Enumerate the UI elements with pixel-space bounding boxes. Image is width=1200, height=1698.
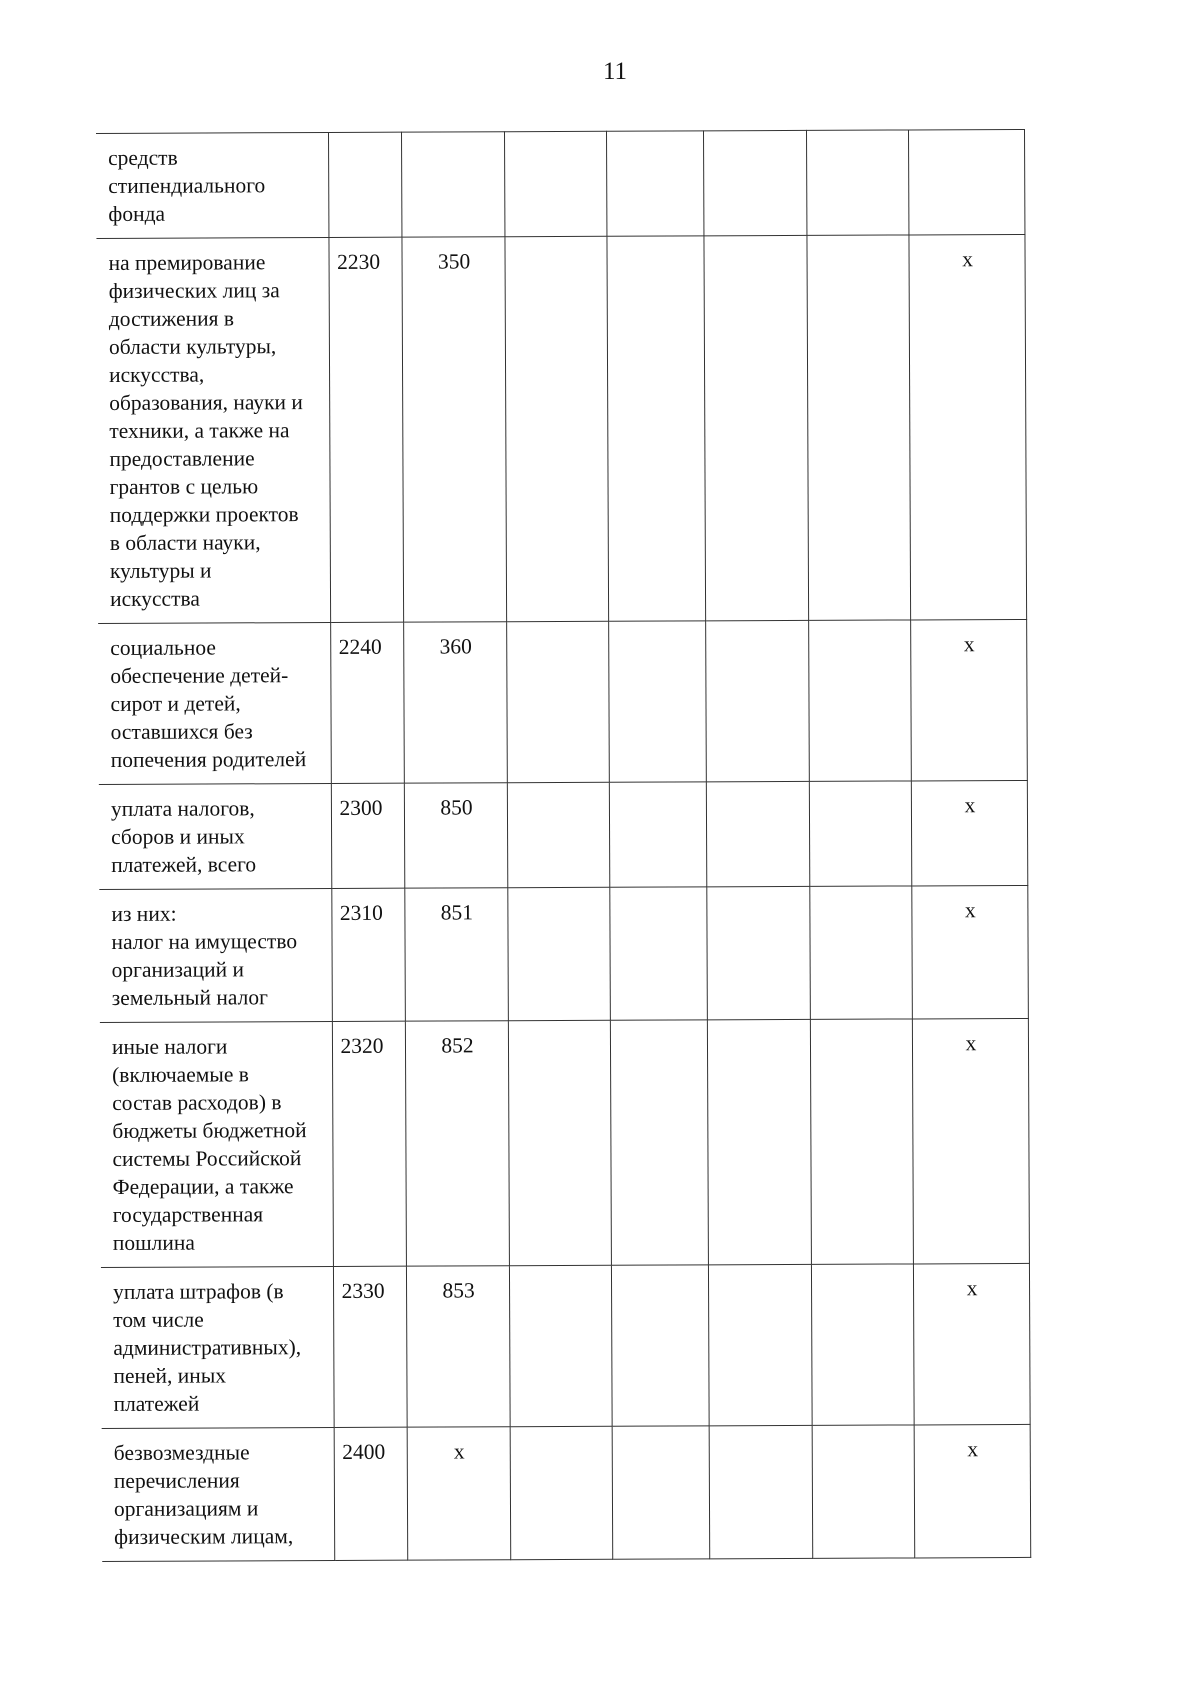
row-kbk: х bbox=[407, 1427, 511, 1560]
empty-cell bbox=[705, 620, 809, 781]
table-row bbox=[99, 780, 1027, 889]
empty-cell bbox=[504, 131, 606, 236]
table-row bbox=[100, 1018, 1029, 1267]
row-code: 2310 bbox=[331, 888, 405, 1021]
empty-cell bbox=[806, 130, 908, 235]
row-label: уплата налогов, сборов и иных платежей, всего bbox=[99, 783, 331, 889]
row-label: из них: налог на имущество организаций и земельный налог bbox=[99, 888, 332, 1022]
empty-cell bbox=[706, 886, 810, 1019]
row-kbk: 360 bbox=[403, 622, 507, 783]
empty-cell bbox=[609, 887, 707, 1020]
empty-cell bbox=[606, 236, 705, 621]
empty-cell bbox=[810, 1019, 913, 1264]
empty-cell bbox=[709, 1425, 813, 1558]
table-row bbox=[101, 1263, 1030, 1428]
empty-cell bbox=[610, 1020, 708, 1265]
row-label: социальное обеспечение детей- сирот и детей, оставшихся без попечения родителей bbox=[98, 622, 331, 784]
row-kbk: 350 bbox=[401, 237, 506, 622]
row-label: на премирование физических лиц за достижения в области культуры, искусства, образования, науки и техники, а также на предоставление грантов с целью поддержки проектов в области науки, культуры и искусства bbox=[96, 237, 330, 623]
empty-cell bbox=[812, 1425, 915, 1558]
row-label: средств стипендиального фонда bbox=[96, 132, 328, 238]
row-last-value: х bbox=[911, 885, 1028, 1019]
row-last-value bbox=[908, 129, 1024, 235]
empty-cell bbox=[611, 1265, 709, 1426]
empty-cell bbox=[606, 131, 703, 236]
empty-cell bbox=[811, 1264, 914, 1425]
row-kbk: 850 bbox=[404, 783, 507, 888]
empty-cell bbox=[506, 621, 609, 782]
row-last-value: х bbox=[912, 1018, 1029, 1264]
empty-cell bbox=[612, 1426, 710, 1559]
row-kbk: 851 bbox=[404, 888, 508, 1021]
row-code: 2240 bbox=[330, 622, 404, 783]
row-last-value: х bbox=[913, 1263, 1030, 1425]
empty-cell bbox=[507, 782, 609, 887]
empty-cell bbox=[703, 235, 808, 620]
empty-cell bbox=[708, 1264, 812, 1425]
empty-cell bbox=[809, 886, 912, 1019]
empty-cell bbox=[809, 781, 911, 886]
row-last-value: х bbox=[914, 1424, 1031, 1558]
empty-cell bbox=[806, 235, 910, 620]
empty-cell bbox=[508, 1020, 611, 1265]
empty-cell bbox=[706, 781, 809, 886]
row-kbk: 853 bbox=[406, 1266, 510, 1427]
empty-cell bbox=[510, 1426, 613, 1559]
row-code: 2230 bbox=[328, 237, 403, 622]
row-last-value: х bbox=[910, 619, 1027, 781]
row-code: 2300 bbox=[331, 783, 404, 888]
page-number: 11 bbox=[602, 58, 628, 85]
row-kbk: 852 bbox=[405, 1021, 509, 1266]
budget-table bbox=[96, 129, 1031, 1562]
empty-cell bbox=[608, 621, 706, 782]
empty-cell bbox=[707, 1019, 811, 1264]
row-last-value: х bbox=[911, 780, 1027, 886]
row-code: 2330 bbox=[333, 1266, 407, 1427]
table-row bbox=[102, 1424, 1031, 1561]
empty-cell bbox=[507, 887, 610, 1020]
empty-cell bbox=[509, 1265, 612, 1426]
table-row bbox=[96, 129, 1024, 238]
table-row bbox=[96, 234, 1026, 623]
empty-cell bbox=[504, 236, 608, 621]
row-code: 2400 bbox=[334, 1427, 408, 1560]
row-code: 2320 bbox=[332, 1021, 406, 1266]
empty-cell bbox=[808, 620, 911, 781]
row-label: уплата штрафов (в том числе административных), пеней, иных платежей bbox=[101, 1266, 334, 1428]
row-code bbox=[328, 132, 401, 237]
empty-cell bbox=[609, 782, 706, 887]
row-kbk bbox=[401, 132, 504, 237]
row-label: безвозмездные перечисления организациям и физическим лицам, bbox=[102, 1427, 335, 1561]
row-last-value: х bbox=[908, 234, 1026, 620]
table-row bbox=[99, 885, 1028, 1022]
row-label: иные налоги (включаемые в состав расходов) в бюджеты бюджетной системы Российской Федерации, а также государственная пошлина bbox=[100, 1021, 333, 1267]
empty-cell bbox=[703, 130, 806, 235]
table-row bbox=[98, 619, 1027, 784]
